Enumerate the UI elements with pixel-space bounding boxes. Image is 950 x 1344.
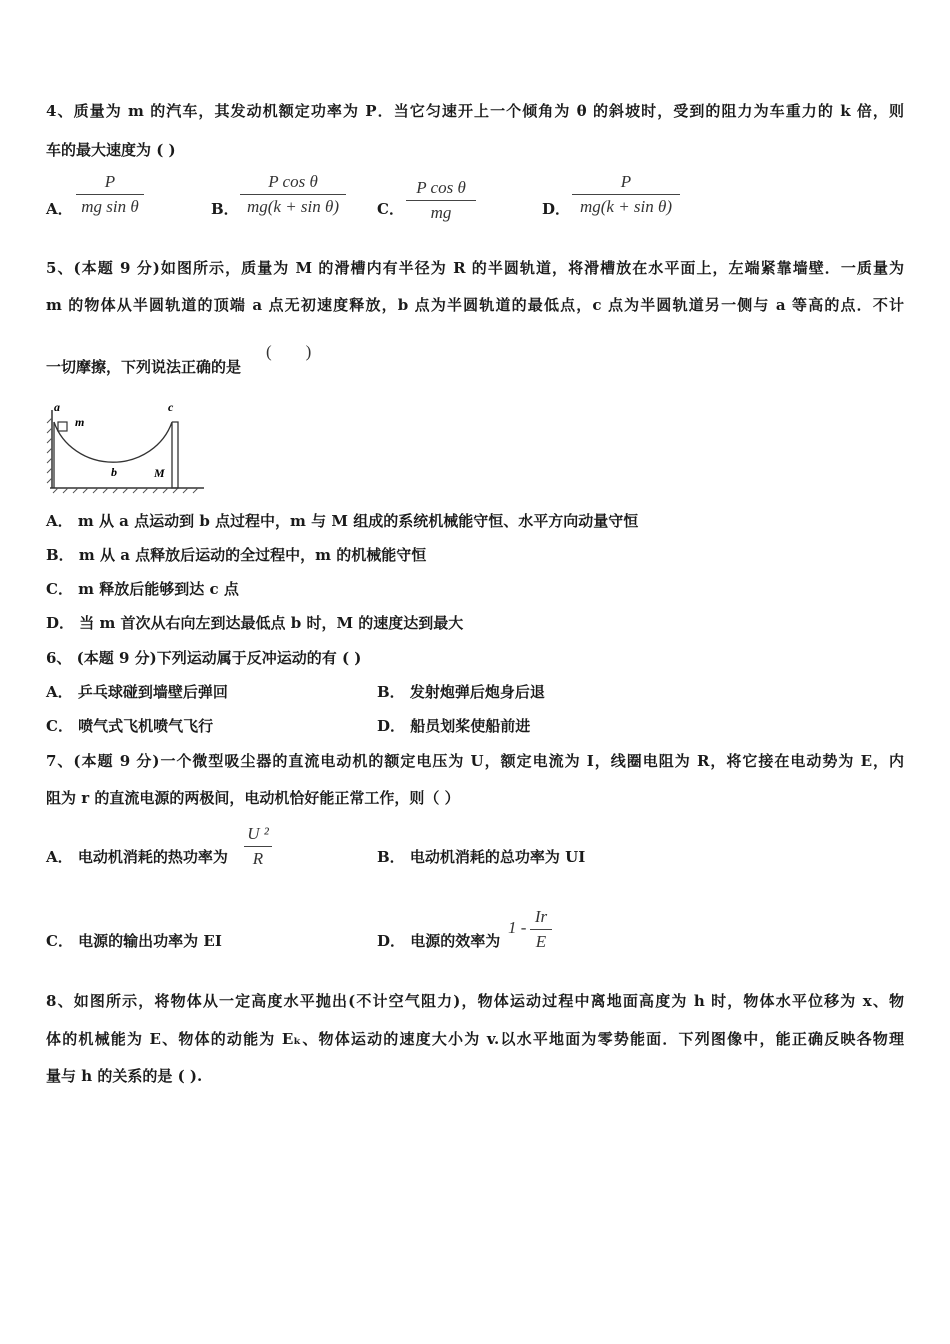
label-a: a (54, 400, 60, 414)
q4-option-b-label: B． (211, 200, 239, 218)
q4-option-c-num: P cos θ (416, 178, 466, 197)
label-m: m (75, 415, 85, 429)
q7-stem-line2: 阻为 r 的直流电源的两极间，电动机恰好能正常工作，则（ ） (46, 789, 460, 807)
block-m (58, 422, 67, 431)
q5-answer-paren: ( ) (266, 342, 312, 361)
q4-stem-line1: 4、质量为 m 的汽车，其发动机额定功率为 P．当它匀速开上一个倾角为 θ 的斜坡时，受到的阻力为车重力的 k 倍，则 (46, 102, 904, 120)
q7-option-d: D． 电源的效率为 (377, 932, 501, 950)
q7-option-d-fraction (530, 906, 552, 953)
q5-option-d: D． 当 m 首次从右向左到达最低点 b 时，M 的速度达到最大 (46, 614, 464, 632)
q4-option-a-den: mg sin θ (81, 197, 139, 216)
q5-option-c: C． m 释放后能够到达 c 点 (46, 580, 239, 598)
q7-option-d-num: Ir (534, 907, 548, 926)
q7-option-c: C． 电源的输出功率为 EI (46, 932, 222, 950)
q6-option-a: A． 乒乓球碰到墙壁后弹回 (46, 683, 228, 701)
q4-option-b-fraction (240, 171, 346, 218)
q6-option-c: C． 喷气式飞机喷气飞行 (46, 717, 214, 735)
q4-option-b-den: mg(k + sin θ) (246, 197, 340, 216)
q6-option-b: B． 发射炮弹后炮身后退 (377, 683, 545, 701)
q4-option-a-num: P (104, 172, 116, 191)
q4-option-c-fraction (406, 177, 476, 224)
q4-option-d-fraction (572, 171, 680, 218)
q7-option-a: A． 电动机消耗的热功率为 (46, 848, 228, 866)
q5-option-a: A． m 从 a 点运动到 b 点过程中，m 与 M 组成的系统机械能守恒、水平方向动量守恒 (46, 512, 639, 530)
q5-option-b: B． m 从 a 点释放后运动的全过程中，m 的机械能守恒 (46, 546, 427, 564)
q5-stem-line2: m 的物体从半圆轨道的顶端 a 点无初速度释放，b 点为半圆轨道的最低点，c 点为半圆轨道另一侧与 a 等高的点．不计 (46, 296, 904, 314)
q8-stem-line1: 8、如图所示，将物体从一定高度水平抛出(不计空气阻力)，物体运动过程中离地面高度为 h 时，物体水平位移为 x、物 (46, 992, 904, 1010)
q8-stem-line2: 体的机械能为 E、物体的动能为 Eₖ、物体运动的速度大小为 v.以水平地面为零势能面．下列图像中，能正确反映各物理 (46, 1030, 904, 1048)
q8-stem-line3: 量与 h 的关系的是 ( ). (46, 1067, 203, 1085)
q4-option-a-fraction (76, 171, 144, 218)
q5-stem-line3: 一切摩擦，下列说法正确的是 (46, 358, 242, 376)
q7-option-a-num: U ² (247, 824, 269, 843)
q6-option-d: D． 船员划桨使船前进 (377, 717, 531, 735)
q6-stem: 6、 (本题 9 分)下列运动属于反冲运动的有 ( ) (46, 649, 362, 667)
q4-option-d-num: P (620, 172, 632, 191)
q4-stem-line2: 车的最大速度为 ( ) (46, 141, 176, 159)
q4-option-d-label: D． (542, 200, 571, 218)
label-M: M (154, 466, 165, 480)
q4-option-d-den: mg(k + sin θ) (579, 197, 673, 216)
q7-option-d-prefix: 1 - (508, 918, 527, 937)
q4-option-a-label: A． (46, 200, 73, 218)
q4-option-b-num: P cos θ (268, 172, 318, 191)
q4-option-c-den: mg (430, 203, 452, 222)
q7-option-a-fraction (244, 823, 272, 870)
q7-stem-line1: 7、(本题 9 分)一个微型吸尘器的直流电动机的额定电压为 U，额定电流为 I，线圈电阻为 R，将它接在电动势为 E，内 (46, 752, 904, 770)
q7-option-d-den: E (535, 932, 547, 951)
label-c: c (168, 400, 174, 414)
q5-stem-line1: 5、(本题 9 分)如图所示，质量为 M 的滑槽内有半径为 R 的半圆轨道，将滑槽放在水平面上，左端紧靠墙壁．一质量为 (46, 259, 904, 277)
q4-option-c-label: C． (377, 200, 404, 218)
label-b: b (111, 465, 117, 479)
q7-option-b: B． 电动机消耗的总功率为 UI (377, 848, 586, 866)
q7-option-a-den: R (252, 849, 264, 868)
q5-track-figure (44, 398, 209, 494)
